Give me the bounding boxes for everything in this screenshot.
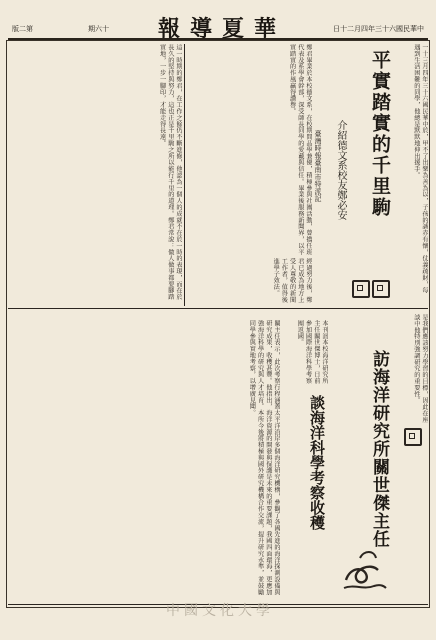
top-article-body-right: 一十三月四年三十六國民華中於，甲不了出樂為善為以，子孩的誠赤有懷，仗義疏財，每遇到生活困難的同學，他總是默默地伸出援手。 (412, 44, 428, 294)
top-article-byline: 介紹德文系校友鄭必安 (335, 120, 346, 220)
top-article-note: 經過努力後，鄭君已成為地方上受人尊敬的新聞工作者，值得後進學子效法。 (272, 258, 312, 303)
top-article-body-left: 這一時期的鄭君，在工作之餘仍不斷進修，他認為一個人的成就不在於一時的表現，而在於長久的堅持與努力，這也正是千里駒之所以能行千里的道理。鄭君常說：做人做事都要腳踏實地，一步一腳印，才能走得長遠。 (158, 44, 182, 300)
ornament-icon (372, 280, 390, 298)
bottom-article-intro: 本刊訊本校海洋研究所主任關世傑博士，日前參加國際海洋科學考察團返國。 (296, 320, 328, 384)
top-article-body-mid: 鄭君畢業於本校德文系，在校期間品學兼優，積極參與社團活動，曾擔任班代表及系學會幹部，深受師長同學的愛戴與信任。畢業後服務新聞界，以平實踏實的作風贏得讚譽。 (288, 44, 312, 256)
bottom-article-body: 關主任表示，此次考察行程涵蓋太平洋沿岸多個海洋研究機構，參觀了各國先進的海洋探測設備與研究成果，收穫甚豐。他指出，海洋資源的開發與保護是未來的重要課題，我國四面環海，更應加強海洋科學的研究與人才培育。本所今後將積極與國外研究機構合作交流，提升研究水準，並鼓勵同學參與實地考察，以增廣見聞。 (248, 320, 280, 596)
column-divider (184, 44, 185, 306)
edition-label: 版二第 (12, 25, 33, 33)
masthead (8, 10, 428, 40)
bottom-article-subhead: 談海洋科學考察收穫 (308, 395, 326, 530)
bottom-article-headline: 訪海洋研究所關世傑主任 (369, 350, 389, 548)
archive-watermark: 中國文化大學 (166, 603, 274, 619)
bottom-article-body-right: 是我們應該努力學習的目標，因此在座談中他特別強調研究的重要性。 (412, 314, 428, 423)
top-article-dateline: 臺灣時報臺南市特派記 (314, 130, 322, 202)
newspaper-title: 報導夏華 (158, 16, 287, 42)
date-label: 日十二月四年三十六國民華中 (333, 25, 424, 33)
top-article-headline: 平實踏實的千里駒 (369, 50, 391, 218)
section-divider (8, 308, 428, 309)
ornament-icon (404, 428, 422, 446)
wave-ornament-icon (340, 540, 388, 592)
ornament-icon (352, 280, 370, 298)
issue-label: 期六十 (88, 25, 109, 33)
